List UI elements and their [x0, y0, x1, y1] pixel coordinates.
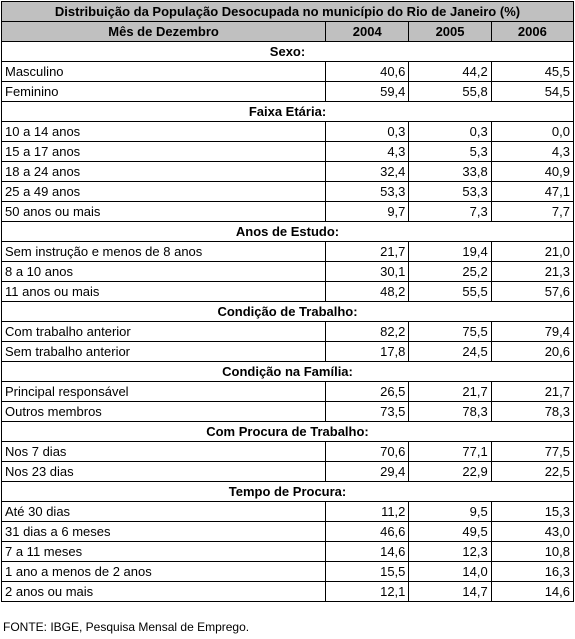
table-row: [2, 122, 574, 142]
value-cell: 14,0: [409, 562, 491, 582]
value-cell: 21,3: [491, 262, 573, 282]
value-cell: 0,3: [409, 122, 491, 142]
value-cell: 45,5: [491, 62, 573, 82]
row-label: 25 a 49 anos: [2, 182, 326, 202]
value-cell: 22,5: [491, 462, 573, 482]
value-cell: 78,3: [409, 402, 491, 422]
table-row: [2, 82, 574, 102]
value-cell: 21,7: [326, 242, 409, 262]
row-label: Sem trabalho anterior: [2, 342, 326, 362]
row-label: Outros membros: [2, 402, 326, 422]
row-label: 7 a 11 meses: [2, 542, 326, 562]
value-cell: 59,4: [326, 82, 409, 102]
value-cell: 21,0: [491, 242, 573, 262]
value-cell: 7,3: [409, 202, 491, 222]
section-title: Anos de Estudo:: [2, 222, 574, 242]
row-label: Com trabalho anterior: [2, 322, 326, 342]
value-cell: 22,9: [409, 462, 491, 482]
table-row: [2, 202, 574, 222]
value-cell: 10,8: [491, 542, 573, 562]
value-cell: 14,6: [491, 582, 573, 602]
section-title: Com Procura de Trabalho:: [2, 422, 574, 442]
section-title: Condição de Trabalho:: [2, 302, 574, 322]
value-cell: 78,3: [491, 402, 573, 422]
value-cell: 24,5: [409, 342, 491, 362]
value-cell: 14,7: [409, 582, 491, 602]
value-cell: 53,3: [326, 182, 409, 202]
table-row: [2, 562, 574, 582]
value-cell: 12,1: [326, 582, 409, 602]
value-cell: 4,3: [491, 142, 573, 162]
value-cell: 26,5: [326, 382, 409, 402]
section-row: [2, 102, 574, 122]
value-cell: 55,5: [409, 282, 491, 302]
value-cell: 77,5: [491, 442, 573, 462]
title-row: [2, 2, 574, 22]
value-cell: 0,0: [491, 122, 573, 142]
table-row: [2, 442, 574, 462]
table-row: [2, 382, 574, 402]
value-cell: 55,8: [409, 82, 491, 102]
row-label: Principal responsável: [2, 382, 326, 402]
row-label: 31 dias a 6 meses: [2, 522, 326, 542]
table-row: [2, 142, 574, 162]
table-row: [2, 162, 574, 182]
value-cell: 82,2: [326, 322, 409, 342]
value-cell: 70,6: [326, 442, 409, 462]
section-title: Sexo:: [2, 42, 574, 62]
table-row: [2, 62, 574, 82]
value-cell: 79,4: [491, 322, 573, 342]
table-row: [2, 542, 574, 562]
value-cell: 20,6: [491, 342, 573, 362]
row-label: 1 ano a menos de 2 anos: [2, 562, 326, 582]
value-cell: 19,4: [409, 242, 491, 262]
section-row: [2, 482, 574, 502]
value-cell: 40,9: [491, 162, 573, 182]
value-cell: 30,1: [326, 262, 409, 282]
value-cell: 21,7: [491, 382, 573, 402]
value-cell: 16,3: [491, 562, 573, 582]
row-label: Feminino: [2, 82, 326, 102]
section-row: [2, 362, 574, 382]
value-cell: 75,5: [409, 322, 491, 342]
row-label: 11 anos ou mais: [2, 282, 326, 302]
section-title: Faixa Etária:: [2, 102, 574, 122]
table-row: [2, 262, 574, 282]
population-table: [1, 1, 574, 602]
row-label: 10 a 14 anos: [2, 122, 326, 142]
row-label: 50 anos ou mais: [2, 202, 326, 222]
value-cell: 32,4: [326, 162, 409, 182]
value-cell: 14,6: [326, 542, 409, 562]
table-row: [2, 582, 574, 602]
value-cell: 21,7: [409, 382, 491, 402]
value-cell: 5,3: [409, 142, 491, 162]
table-row: [2, 462, 574, 482]
value-cell: 15,3: [491, 502, 573, 522]
header-2006: 2006: [491, 22, 573, 42]
section-row: [2, 422, 574, 442]
value-cell: 4,3: [326, 142, 409, 162]
value-cell: 54,5: [491, 82, 573, 102]
section-row: [2, 42, 574, 62]
value-cell: 12,3: [409, 542, 491, 562]
value-cell: 47,1: [491, 182, 573, 202]
section-title: Condição na Família:: [2, 362, 574, 382]
section-title: Tempo de Procura:: [2, 482, 574, 502]
row-label: 15 a 17 anos: [2, 142, 326, 162]
value-cell: 44,2: [409, 62, 491, 82]
table-row: [2, 182, 574, 202]
row-label: Nos 23 dias: [2, 462, 326, 482]
value-cell: 9,7: [326, 202, 409, 222]
source-footnote: FONTE: IBGE, Pesquisa Mensal de Emprego.: [3, 620, 250, 634]
row-label: Até 30 dias: [2, 502, 326, 522]
value-cell: 49,5: [409, 522, 491, 542]
value-cell: 43,0: [491, 522, 573, 542]
table-row: [2, 342, 574, 362]
value-cell: 33,8: [409, 162, 491, 182]
table-row: [2, 522, 574, 542]
table-row: [2, 322, 574, 342]
value-cell: 25,2: [409, 262, 491, 282]
value-cell: 11,2: [326, 502, 409, 522]
value-cell: 48,2: [326, 282, 409, 302]
value-cell: 17,8: [326, 342, 409, 362]
table-row: [2, 402, 574, 422]
table-row: [2, 282, 574, 302]
section-row: [2, 302, 574, 322]
row-label: Masculino: [2, 62, 326, 82]
value-cell: 57,6: [491, 282, 573, 302]
value-cell: 40,6: [326, 62, 409, 82]
table-row: [2, 242, 574, 262]
row-label: 2 anos ou mais: [2, 582, 326, 602]
value-cell: 0,3: [326, 122, 409, 142]
header-2005: 2005: [409, 22, 491, 42]
value-cell: 77,1: [409, 442, 491, 462]
row-label: Sem instrução e menos de 8 anos: [2, 242, 326, 262]
value-cell: 73,5: [326, 402, 409, 422]
row-label: Nos 7 dias: [2, 442, 326, 462]
header-2004: 2004: [326, 22, 409, 42]
value-cell: 29,4: [326, 462, 409, 482]
value-cell: 7,7: [491, 202, 573, 222]
header-row: [2, 22, 574, 42]
value-cell: 15,5: [326, 562, 409, 582]
value-cell: 53,3: [409, 182, 491, 202]
row-label: 8 a 10 anos: [2, 262, 326, 282]
value-cell: 46,6: [326, 522, 409, 542]
value-cell: 9,5: [409, 502, 491, 522]
section-row: [2, 222, 574, 242]
table-row: [2, 502, 574, 522]
row-label: 18 a 24 anos: [2, 162, 326, 182]
table-title: Distribuição da População Desocupada no município do Rio de Janeiro (%): [2, 2, 574, 22]
header-month: Mês de Dezembro: [2, 22, 326, 42]
